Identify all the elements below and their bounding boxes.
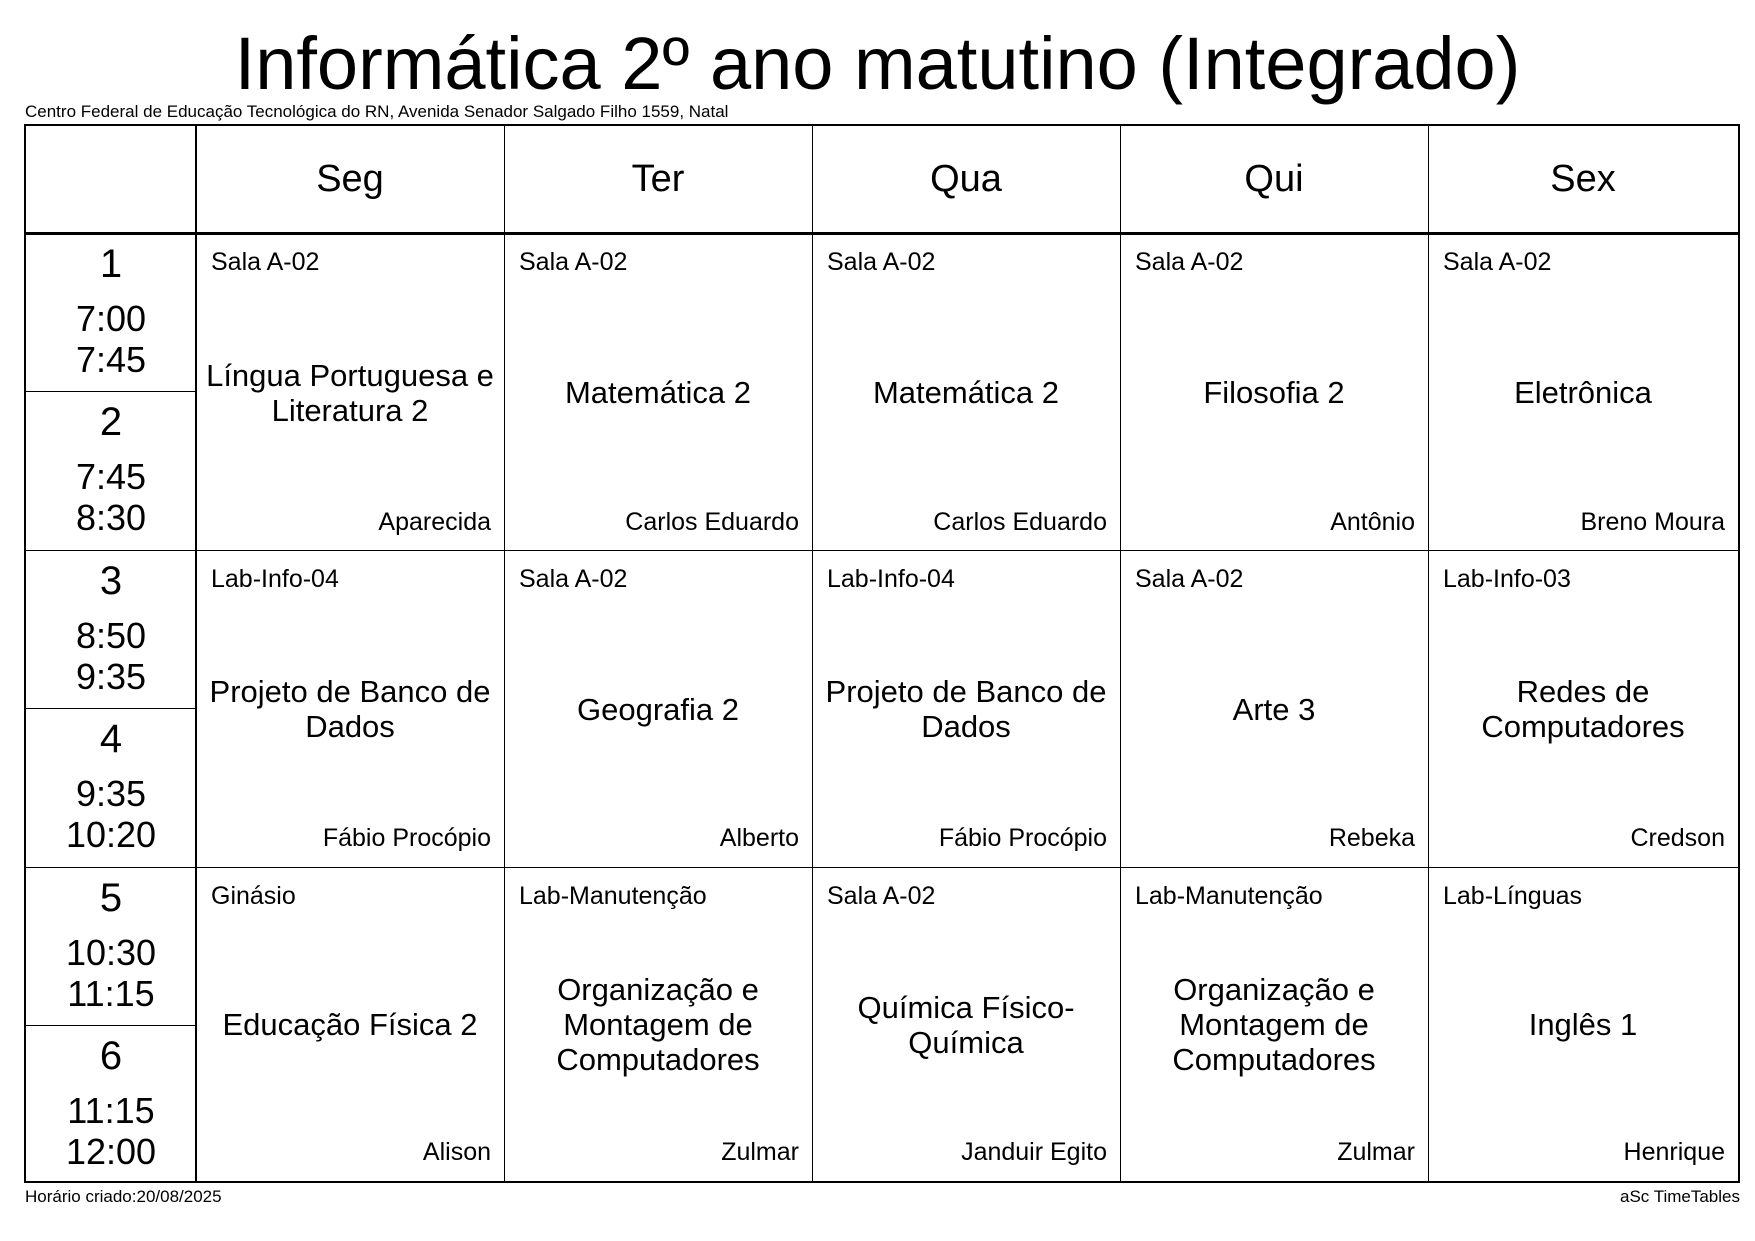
lesson-cell — [1428, 551, 1738, 867]
created-date: Horário criado:20/08/2025 — [25, 1187, 222, 1206]
lesson-subject: Organização e Montagem de Computadores — [1172, 972, 1376, 1077]
page-title: Informática 2º ano matutino (Integrado) — [234, 22, 1521, 105]
lesson-cell — [1120, 551, 1428, 867]
lesson-cell — [196, 551, 504, 867]
period-end: 12:00 — [65, 1131, 157, 1172]
period-divider — [26, 391, 196, 392]
header-divider — [26, 232, 1738, 235]
lesson-teacher: Alberto — [719, 824, 799, 852]
lesson-cell — [812, 234, 1120, 551]
lesson-cell — [1428, 234, 1738, 551]
period-end: 8:30 — [75, 497, 147, 538]
lesson-cell — [504, 551, 812, 867]
lesson-cell — [812, 551, 1120, 867]
row-divider — [26, 867, 1738, 868]
lesson-room: Sala A-02 — [211, 248, 320, 276]
lesson-room: Sala A-02 — [1443, 248, 1552, 276]
period-end: 9:35 — [75, 656, 147, 697]
period-divider — [26, 1025, 196, 1026]
lesson-subject: Educação Física 2 — [222, 1007, 478, 1042]
lesson-subject: Redes de Computadores — [1481, 674, 1685, 744]
lesson-subject: Língua Portuguesa e Literatura 2 — [206, 357, 494, 428]
day-header-sex: Sex — [1550, 157, 1616, 200]
lesson-room: Lab-Info-04 — [827, 565, 955, 593]
lesson-teacher: Zulmar — [721, 1138, 799, 1166]
period-start: 9:35 — [75, 773, 147, 814]
column-divider — [195, 126, 197, 1181]
lesson-teacher: Fábio Procópio — [938, 824, 1107, 852]
row-divider — [26, 550, 1738, 551]
lesson-cell — [1120, 234, 1428, 551]
period-start: 10:30 — [65, 932, 157, 973]
lesson-teacher: Zulmar — [1337, 1138, 1415, 1166]
period-end: 11:15 — [67, 973, 155, 1014]
period-time — [26, 932, 196, 1014]
period-number: 3 — [99, 559, 123, 603]
lesson-teacher: Aparecida — [378, 508, 491, 536]
lesson-teacher: Credson — [1630, 824, 1725, 852]
column-divider — [504, 126, 505, 1181]
lesson-subject: Arte 3 — [1232, 691, 1316, 727]
lesson-teacher: Carlos Eduardo — [933, 508, 1107, 536]
lesson-subject: Projeto de Banco de Dados — [825, 674, 1107, 744]
period-time — [26, 773, 196, 855]
lesson-room: Lab-Manutenção — [1135, 882, 1323, 910]
lesson-cell — [1428, 868, 1738, 1181]
lesson-cell — [196, 868, 504, 1181]
lesson-cell — [812, 868, 1120, 1181]
lesson-teacher: Rebeka — [1328, 824, 1415, 852]
column-divider — [1120, 126, 1121, 1181]
lesson-teacher: Antônio — [1330, 508, 1415, 536]
period-end: 7:45 — [75, 339, 147, 380]
period-cell-5 — [26, 868, 196, 1026]
period-start: 7:00 — [75, 298, 147, 339]
lesson-teacher: Carlos Eduardo — [625, 508, 799, 536]
lesson-subject: Organização e Montagem de Computadores — [556, 972, 760, 1077]
lesson-subject: Química Físico-Química — [857, 989, 1075, 1060]
period-cell-2 — [26, 392, 196, 550]
period-cell-4 — [26, 709, 196, 867]
lesson-room: Sala A-02 — [827, 882, 936, 910]
period-cell-6 — [26, 1026, 196, 1184]
lesson-room: Sala A-02 — [519, 565, 628, 593]
lesson-teacher: Alison — [422, 1138, 491, 1166]
lesson-subject: Inglês 1 — [1528, 1007, 1638, 1042]
column-divider — [1428, 126, 1429, 1181]
lesson-subject: Geografia 2 — [577, 691, 739, 727]
period-number: 1 — [99, 242, 123, 286]
day-header-qui: Qui — [1244, 157, 1304, 200]
column-divider — [812, 126, 813, 1181]
lesson-teacher: Fábio Procópio — [322, 824, 491, 852]
day-header-seg: Seg — [316, 157, 384, 200]
software-credit: aSc TimeTables — [1620, 1187, 1740, 1206]
period-time — [26, 456, 196, 538]
period-start: 7:45 — [75, 456, 147, 497]
period-start: 8:50 — [75, 615, 147, 656]
day-header-qua: Qua — [930, 157, 1002, 200]
period-cell-3 — [26, 551, 196, 709]
lesson-subject: Filosofia 2 — [1203, 375, 1345, 410]
period-number: 4 — [99, 717, 123, 761]
lesson-room: Sala A-02 — [1135, 565, 1244, 593]
lesson-cell — [196, 234, 504, 551]
lesson-room: Lab-Info-03 — [1443, 565, 1571, 593]
lesson-cell — [504, 868, 812, 1181]
period-end: 10:20 — [65, 814, 157, 855]
period-number: 5 — [99, 876, 123, 920]
lesson-subject: Matemática 2 — [872, 375, 1060, 410]
lesson-cell — [1120, 868, 1428, 1181]
lesson-teacher: Breno Moura — [1580, 508, 1725, 536]
lesson-subject: Projeto de Banco de Dados — [209, 674, 491, 744]
period-divider — [26, 708, 196, 709]
period-cell-1 — [26, 234, 196, 392]
lesson-room: Sala A-02 — [1135, 248, 1244, 276]
lesson-subject: Eletrônica — [1514, 375, 1652, 410]
lesson-subject: Matemática 2 — [564, 375, 752, 410]
period-time — [26, 298, 196, 380]
lesson-room: Lab-Manutenção — [519, 882, 707, 910]
lesson-room: Lab-Línguas — [1443, 882, 1583, 910]
lesson-cell — [504, 234, 812, 551]
period-time — [26, 1090, 196, 1172]
school-address: Centro Federal de Educação Tecnológica do RN, Avenida Senador Salgado Filho 1559, Natal — [25, 102, 729, 121]
lesson-room: Sala A-02 — [519, 248, 628, 276]
timetable-grid — [24, 124, 1740, 1183]
lesson-room: Sala A-02 — [827, 248, 936, 276]
period-start: 11:15 — [67, 1090, 155, 1131]
lesson-teacher: Henrique — [1623, 1138, 1725, 1166]
day-header-ter: Ter — [631, 157, 685, 200]
lesson-room: Lab-Info-04 — [211, 565, 339, 593]
period-number: 6 — [99, 1034, 123, 1078]
period-number: 2 — [99, 400, 123, 444]
lesson-teacher: Janduir Egito — [961, 1138, 1107, 1166]
lesson-room: Ginásio — [211, 882, 296, 910]
period-time — [26, 615, 196, 697]
